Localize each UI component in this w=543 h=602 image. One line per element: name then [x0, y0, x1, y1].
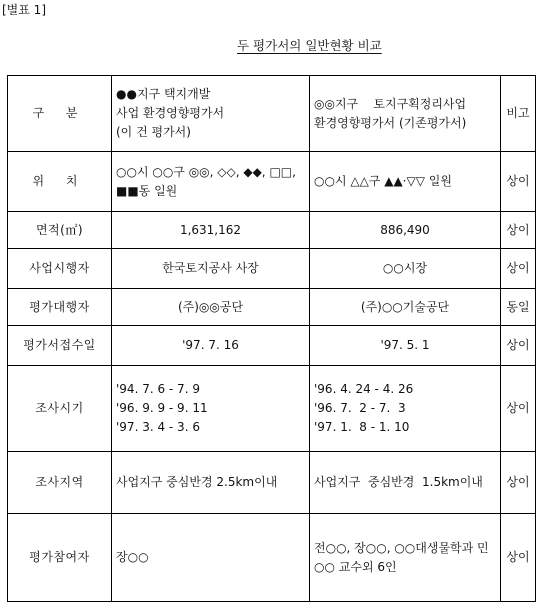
- header-remark: 비고: [501, 76, 536, 152]
- row-current-value: 한국토지공사 사장: [112, 249, 310, 289]
- row-label: 평가서접수일: [8, 326, 112, 366]
- row-current-value: [112, 152, 310, 212]
- table-row-location: [8, 152, 536, 212]
- row-label: 평가대행자: [8, 289, 112, 326]
- comparison-table: [7, 75, 536, 602]
- document-title: 두 평가서의 일반현황 비교: [237, 38, 382, 53]
- row-current-text: 사업지구 중심반경 2.5km이내: [116, 475, 278, 489]
- table-row-participants: [8, 514, 536, 602]
- row-current-value: (주)◎◎공단: [112, 289, 310, 326]
- table-row-agency: [8, 289, 536, 326]
- row-current-value: 1,631,162: [112, 212, 310, 249]
- row-current-value: [112, 366, 310, 452]
- row-remark: 상이: [501, 452, 536, 514]
- table-row-implementer: [8, 249, 536, 289]
- row-label: [8, 152, 112, 212]
- row-label: 평가참여자: [8, 514, 112, 602]
- row-existing-value: 886,490: [310, 212, 501, 249]
- row-current-value: '97. 7. 16: [112, 326, 310, 366]
- row-remark: 동일: [501, 289, 536, 326]
- row-label-text: 위 치: [32, 174, 87, 188]
- row-existing-value: [310, 366, 501, 452]
- header-current-line: 사업 환경영향평가서: [116, 106, 225, 120]
- table-row-area: [8, 212, 536, 249]
- survey-date-range: '97. 3. 4 - 3. 6: [116, 420, 200, 434]
- row-existing-value: [310, 514, 501, 602]
- row-remark: 상이: [501, 212, 536, 249]
- row-existing-value: (주)○○기술공단: [310, 289, 501, 326]
- survey-date-range: '96. 7. 2 - 7. 3: [314, 401, 406, 415]
- header-current-line: (이 건 평가서): [116, 125, 191, 139]
- header-row: [8, 76, 536, 152]
- survey-date-range: '96. 4. 24 - 4. 26: [314, 382, 414, 396]
- row-existing-value: [310, 452, 501, 514]
- header-existing-assessment: [310, 76, 501, 152]
- row-current-value: 장○○: [112, 514, 310, 602]
- row-existing-text: 전○○, 장○○, ○○대생물학과 민○○ 교수외 6인: [314, 540, 489, 574]
- row-remark: 상이: [501, 152, 536, 212]
- header-category: [8, 76, 112, 152]
- survey-date-range: '94. 7. 6 - 7. 9: [116, 382, 200, 396]
- table-row-survey-period: [8, 366, 536, 452]
- row-label: 면적(㎡): [8, 212, 112, 249]
- row-existing-text: 사업지구 중심반경 1.5km이내: [314, 475, 483, 489]
- survey-date-range: '97. 1. 8 - 1. 10: [314, 420, 410, 434]
- row-existing-value: ○○시 △△구 ▲▲·▽▽ 일원: [310, 152, 501, 212]
- header-existing-line: 환경영향평가서 (기존평가서): [314, 115, 467, 130]
- header-current-assessment: [112, 76, 310, 152]
- row-remark: 상이: [501, 326, 536, 366]
- row-label: 조사지역: [8, 452, 112, 514]
- row-remark: 상이: [501, 249, 536, 289]
- row-remark: 상이: [501, 514, 536, 602]
- annex-label: [별표 1]: [2, 3, 46, 17]
- header-existing-line: ◎◎지구 토지구획정리사업: [314, 96, 467, 111]
- header-category-text: 구 분: [32, 106, 87, 120]
- row-existing-value: '97. 5. 1: [310, 326, 501, 366]
- row-remark: 상이: [501, 366, 536, 452]
- header-current-line: ●●지구 택지개발: [116, 87, 211, 101]
- table-row-survey-area: [8, 452, 536, 514]
- table-row-receipt-date: [8, 326, 536, 366]
- row-label: 사업시행자: [8, 249, 112, 289]
- row-current-text: ○○시 ○○구 ◎◎, ◇◇, ◆◆, □□, ■■동 일원: [116, 164, 296, 198]
- row-current-value: [112, 452, 310, 514]
- survey-date-range: '96. 9. 9 - 9. 11: [116, 401, 208, 415]
- row-existing-value: ○○시장: [310, 249, 501, 289]
- row-label: 조사시기: [8, 366, 112, 452]
